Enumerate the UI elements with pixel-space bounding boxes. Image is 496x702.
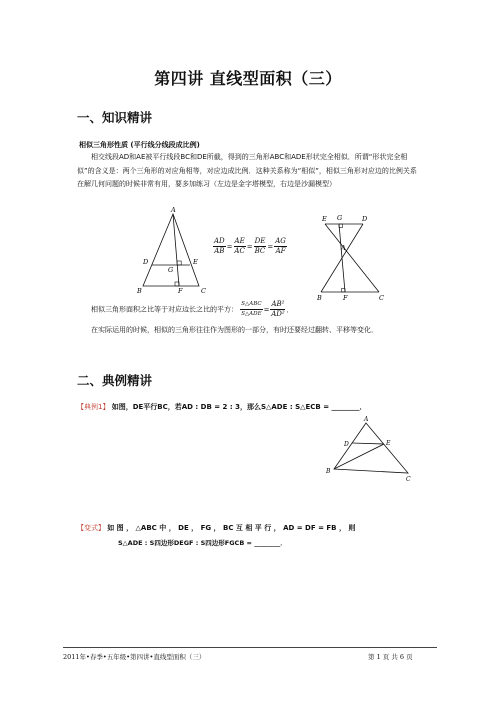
label-e: E <box>386 440 391 447</box>
area-ratio-line: 相似三角形面积之比等于对应边长之比的平方： $\frac{\text{S△ABC}}{\text{S△ADE}}$ = $\frac{\text{AB²}}{\text{AD²}}$ ． <box>91 300 294 318</box>
variant-exercise <box>77 523 355 533</box>
label-d: D <box>143 258 149 266</box>
knowledge-paragraph: 相交线段AD和AE被平行线段BC和DE所截，得到的三角形ABC和ADE形状完全相似．所谓“形状完全相似”的含义是：两个三角形的对应角相等，对应边成比例．这种关系称为“相似”，相似三角形对应边的比例关系在解几何问题的时候非常有用，要多加练习（左边是金字塔模型，右边是沙漏模型） <box>77 153 417 188</box>
variant-text: 如 图 ， △ABC 中 ， DE ， FG ， BC 互 相 平 行 ， AD = DF = FB ， 则 <box>107 524 356 532</box>
example-1-diagram <box>320 415 418 485</box>
label-c: C <box>379 294 384 300</box>
section-heading-knowledge: 一、知识精讲 <box>77 110 153 125</box>
example-1 <box>77 402 367 412</box>
label-d: D <box>362 215 368 223</box>
label-a: A <box>341 244 346 252</box>
hourglass-model-diagram <box>317 210 397 300</box>
label-d: D <box>344 441 349 448</box>
label-b: B <box>137 287 142 295</box>
footer-left: 2011年•春季•五年级•第四讲•直线型面积（三） <box>63 653 206 661</box>
label-f: F <box>178 287 183 295</box>
proportion-equation: $\frac{AD}{AB}$ = $\frac{AE}{AC}$ = $\frac{DE}{BC}$ = $\frac{AG}{AF}$ <box>214 237 286 255</box>
label-e: E <box>193 258 198 266</box>
label-f: F <box>343 294 348 300</box>
footer-page-number: 第 1 页 共 6 页 <box>368 653 413 661</box>
section-heading-examples: 二、典例精讲 <box>77 373 153 388</box>
variant-text-2: S△ADE : S四边形DEGF : S四边形FGCB = ________． <box>118 539 287 547</box>
variant-tag: 【变式】 <box>77 524 105 532</box>
label-e: E <box>322 215 327 223</box>
label-a: A <box>364 416 369 423</box>
footer-divider <box>63 647 437 648</box>
page-title: 第四讲 直线型面积（三） <box>154 69 342 88</box>
example-1-text: 如图，DE平行BC，若AD : DB = 2 : 3，那么S△ADE : S△ECB = ________． <box>111 403 367 411</box>
subheading-similar-triangles: 相似三角形性质 (平行线分线段成比例) <box>79 141 200 149</box>
label-c: C <box>406 476 411 483</box>
label-a: A <box>171 206 176 214</box>
label-g: G <box>168 266 174 274</box>
label-c: C <box>201 287 206 295</box>
example-1-tag: 【典例1】 <box>77 403 110 411</box>
knowledge-paragraph-2: 在实际运用的时候，相似的三角形往往作为图形的一部分，有时还要经过翻转、平移等变化． <box>91 326 378 334</box>
label-b: B <box>326 468 331 475</box>
pyramid-model-diagram <box>133 204 213 296</box>
label-b: B <box>317 294 322 300</box>
label-g: G <box>337 214 343 222</box>
